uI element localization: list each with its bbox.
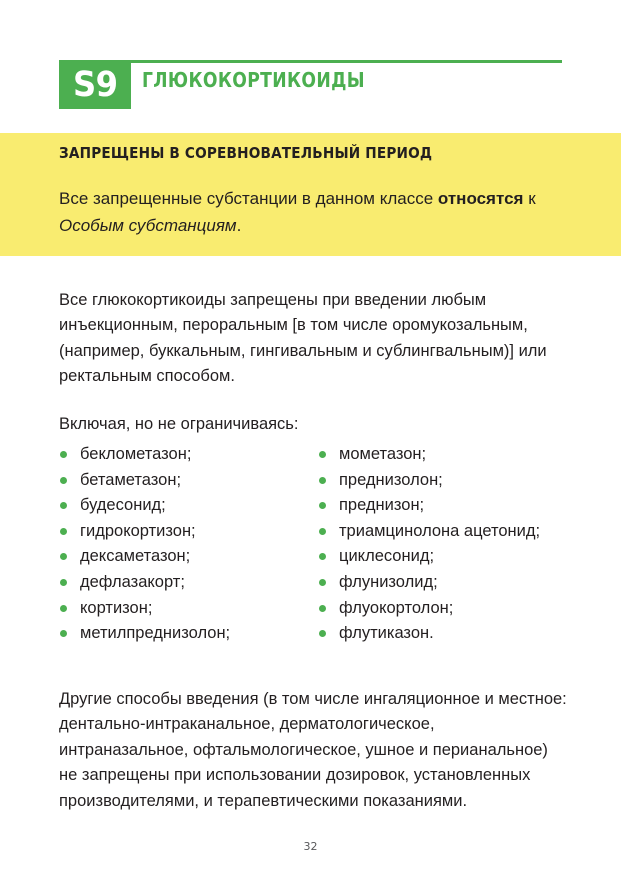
list-item-label: триамцинолона ацетонид; [339,521,541,540]
bullet-dot-icon [60,553,67,560]
callout-body-prefix: Все запрещенные субстанции в данном классе [59,189,438,208]
list-item-label: преднизон; [339,496,425,515]
callout-body-middle: к [523,189,536,208]
list-item-label: дексаметазон; [80,547,191,566]
page-header [0,0,621,133]
class-code-badge [59,62,131,109]
substance-list-left-column [59,442,314,647]
callout-heading: ЗАПРЕЩЕНЫ В СОРЕВНОВАТЕЛЬНЫЙ ПЕРИОД [59,144,433,162]
bullet-dot-icon [60,477,67,484]
list-item-label: будесонид; [80,496,166,515]
callout-body-bold: относятся [437,189,524,208]
bullet-dot-icon [60,502,67,509]
list-item [59,570,314,596]
list-item [318,544,578,570]
bullet-dot-icon [60,630,67,637]
list-item-label: флуокортолон; [339,598,454,617]
bullet-dot-icon [319,477,326,484]
callout-body-italic: Особым субстанциям [59,216,237,235]
bullet-dot-icon [319,630,326,637]
list-item-label: дефлазакорт; [80,572,185,591]
list-item [318,596,578,622]
list-item-label: гидрокортизон; [80,521,196,540]
page-title: ГЛЮКОКОРТИКОИДЫ [142,68,365,92]
callout-body [59,185,569,239]
prohibition-callout [0,133,621,256]
bullet-dot-icon [60,528,67,535]
bullet-dot-icon [319,579,326,586]
list-item-label: мометазон; [339,445,427,463]
bullet-dot-icon [60,605,67,612]
list-item-label: кортизон; [80,598,153,617]
list-item [318,493,578,519]
list-item [59,493,314,519]
list-item-label: циклесонид; [339,547,435,566]
list-item [318,468,578,494]
list-item-label: флутиказон. [339,624,434,643]
list-item-label: флунизолид; [339,572,438,591]
list-item-label: метилпреднизолон; [80,624,231,643]
bullet-dot-icon [60,451,67,458]
list-item [59,544,314,570]
list-item [318,621,578,647]
list-item [318,442,578,468]
list-item [318,570,578,596]
list-item-label: беклометазон; [80,445,192,463]
bullet-dot-icon [319,528,326,535]
header-divider-rule [59,60,562,63]
bullet-dot-icon [319,502,326,509]
list-item [318,519,578,545]
substance-list-right-column [318,442,578,647]
list-item [59,442,314,468]
list-item [59,519,314,545]
list-item [59,596,314,622]
list-item-label: преднизолон; [339,470,443,489]
intro-paragraph: Все глюкокортикоиды запрещены при введении любым инъекционным, пероральным [в том числе оромукозальным, (например, буккальным, гингивальным и сублингвальным)] или ректальным способом. [59,290,547,385]
list-item [59,621,314,647]
including-line: Включая, но не ограничиваясь: [59,414,299,433]
outro-paragraph: Другие способы введения (в том числе ингаляционное и местное: дентально-интраканальное, дерматологическое, интраназальное, офтальмологическое, ушное и перианальное) не запрещены при использовании дозировок, установленных производителями, и терапевтическими показаниями. [59,689,567,810]
page-number: 32 [303,840,318,853]
list-item [59,468,314,494]
bullet-dot-icon [319,605,326,612]
bullet-dot-icon [319,451,326,458]
callout-body-suffix: . [236,216,242,235]
bullet-dot-icon [319,553,326,560]
class-code-label: S9 [72,65,118,105]
list-item-label: бетаметазон; [80,470,182,489]
bullet-dot-icon [60,579,67,586]
